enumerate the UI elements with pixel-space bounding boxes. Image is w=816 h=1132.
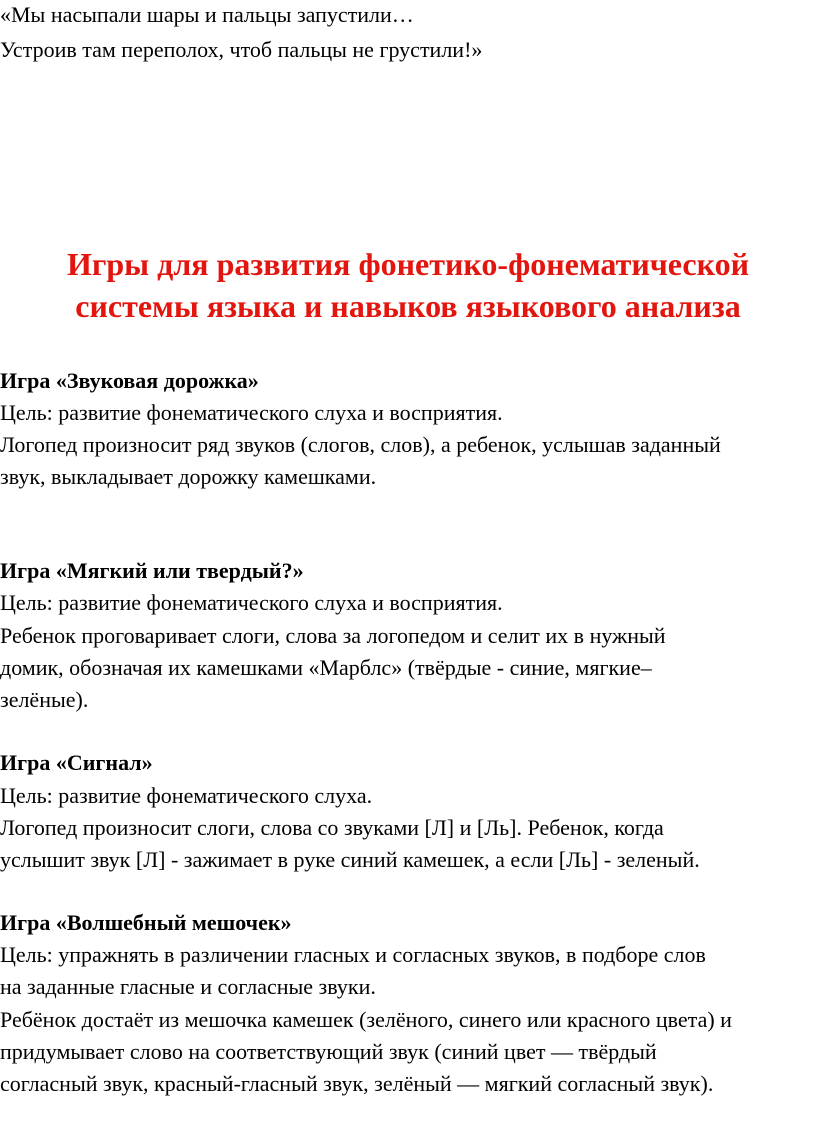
- game-description-line: Ребёнок достаёт из мешочка камешек (зелёного, синего или красного цвета) и: [0, 1007, 732, 1032]
- game-description-line: зелёные).: [0, 687, 89, 712]
- game-goal-continued: на заданные гласные и согласные звуки.: [0, 974, 376, 999]
- game-description-line: звук, выкладывает дорожку камешками.: [0, 464, 377, 489]
- game-description-line: Ребенок проговаривает слоги, слова за логопедом и селит их в нужный: [0, 623, 666, 648]
- game-heading-signal: Игра «Сигнал»: [0, 750, 153, 775]
- game-description-line: услышит звук [Л] - зажимает в руке синий камешек, а если [Ль] - зеленый.: [0, 847, 700, 872]
- poem-line-1: «Мы насыпали шары и пальцы запустили…: [0, 2, 414, 27]
- game-heading-zvukovaya-dorozhka: Игра «Звуковая дорожка»: [0, 368, 259, 393]
- game-goal: Цель: развитие фонематического слуха и восприятия.: [0, 590, 503, 615]
- game-heading-myagkiy-ili-tverdyy: Игра «Мягкий или твердый?»: [0, 558, 304, 583]
- game-description-line: придумывает слово на соответствующий звук (синий цвет — твёрдый: [0, 1039, 657, 1064]
- section-title-line-1: Игры для развития фонетико-фонематической: [66, 246, 750, 282]
- game-goal: Цель: развитие фонематического слуха и восприятия.: [0, 400, 503, 425]
- game-goal: Цель: развитие фонематического слуха.: [0, 783, 373, 808]
- game-description-line: домик, обозначая их камешками «Марблс» (твёрдые - синие, мягкие–: [0, 655, 652, 680]
- game-description-line: Логопед произносит слоги, слова со звуками [Л] и [Ль]. Ребенок, когда: [0, 815, 664, 840]
- game-heading-volshebnyy-meshochek: Игра «Волшебный мешочек»: [0, 910, 292, 935]
- game-description-line: Логопед произносит ряд звуков (слогов, слов), а ребенок, услышав заданный: [0, 432, 721, 457]
- game-description-line: согласный звук, красный-гласный звук, зелёный — мягкий согласный звук).: [0, 1071, 714, 1096]
- poem-line-2: Устроив там переполох, чтоб пальцы не грустили!»: [0, 37, 483, 62]
- section-title-line-2: системы языка и навыков языкового анализа: [75, 288, 741, 324]
- game-goal: Цель: упражнять в различении гласных и согласных звуков, в подборе слов: [0, 942, 706, 967]
